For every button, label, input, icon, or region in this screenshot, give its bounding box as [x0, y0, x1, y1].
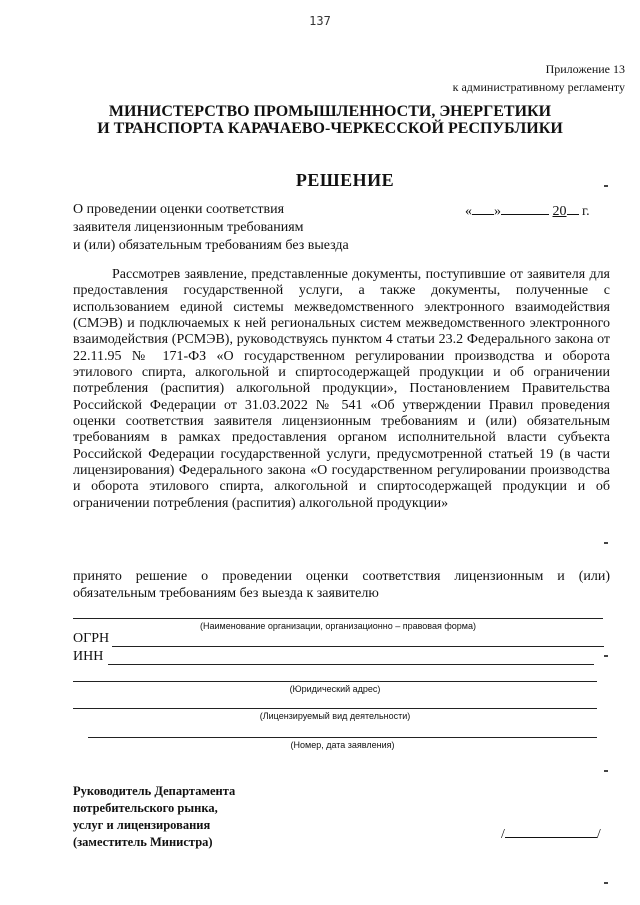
scan-mark	[604, 882, 608, 884]
org-name-line	[73, 618, 603, 619]
signatory-block	[73, 783, 235, 851]
scan-mark	[604, 770, 608, 772]
year-prefix: 20	[552, 204, 567, 219]
ministry-line-1: МИНИСТЕРСТВО ПРОМЫШЛЕННОСТИ, ЭНЕРГЕТИКИ	[108, 103, 552, 120]
month-blank	[501, 201, 549, 215]
application-line	[88, 737, 597, 738]
signatory-line-3: услуг и лицензирования	[73, 818, 211, 832]
ministry-line-2: И ТРАНСПОРТА КАРАЧАЕВО-ЧЕРКЕССКОЙ РЕСПУБЛИКИ	[97, 120, 563, 137]
inn-line	[108, 664, 594, 665]
annex-reference	[453, 60, 625, 96]
inn-label: ИНН	[73, 649, 104, 664]
signatory-line-2: потребительского рынка,	[73, 801, 218, 815]
signature-field	[501, 824, 601, 843]
document-title: РЕШЕНИЕ	[295, 170, 395, 190]
main-paragraph: Рассмотрев заявление, представленные документы, поступившие от заявителя для предоставления государственной услуги, а также документы, полученные с использованием единой системы межведомственного электронного взаимодействия (СМЭВ) и подключаемых к ней региональных систем межведомственного электронного взаимодействия (РСМЭВ), руководствуясь пунктом 4 статьи 23.2 Федерального закона от 22.11.95 № 171-ФЗ «О государственном регулировании производства и оборота этилового спирта, алкогольной и спиртосодержащей продукции и об ограничении потребления (распития) алкогольной продукции», Постановлением Правительства Российской Федерации от 31.03.2022 № 541 «Об утверждении Правил проведения оценки соответствия заявителя лицензионным требованиям и (или) обязательным требованиям в рамках предоставления органом исполнительной власти субъекта Российской Федерации государственной услуги, предусмотренной статьей 19 (в части лицензирования) Федерального закона «О государственном регулировании производства и оборота этилового спирта, алкогольной и спиртосодержащей продукции и об ограничении потребления (распития) алкогольной продукции»	[73, 267, 610, 511]
date-close-quote: »	[494, 204, 501, 219]
subject-line-2: заявителя лицензионным требованиям	[73, 220, 304, 235]
year-blank	[567, 201, 579, 215]
ministry-name	[0, 103, 640, 137]
page-number: 137	[309, 14, 331, 28]
signatory-line-1: Руководитель Департамента	[73, 784, 236, 798]
signature-slash-left: /	[501, 827, 505, 842]
signatory-line-4: (заместитель Министра)	[73, 835, 213, 849]
subject-line-3: и (или) обязательным требованиям без выезда	[73, 238, 349, 253]
annex-number: Приложение 13	[545, 62, 625, 76]
scan-mark	[604, 185, 608, 187]
address-caption: (Юридический адрес)	[289, 684, 381, 694]
activity-line	[73, 708, 597, 709]
decision-paragraph: принято решение о проведении оценки соответствия лицензионным и (или) обязательным требованиям без выезда к заявителю	[73, 569, 610, 601]
ogrn-label: ОГРН	[73, 631, 110, 646]
ogrn-line	[112, 646, 604, 647]
year-suffix: г.	[582, 204, 590, 219]
annex-regulation: к административному регламенту	[452, 80, 625, 94]
signature-blank	[505, 824, 597, 838]
document-subject	[73, 201, 349, 255]
address-line	[73, 681, 597, 682]
activity-caption: (Лицензируемый вид деятельности)	[259, 711, 411, 721]
org-name-caption: (Наименование организации, организационно – правовая форма)	[200, 621, 476, 631]
date-open-quote: «	[465, 204, 472, 219]
scan-mark	[604, 542, 608, 544]
signature-slash-right: /	[596, 827, 601, 842]
application-caption: (Номер, дата заявления)	[290, 740, 395, 750]
scan-mark	[604, 655, 608, 657]
day-blank	[472, 201, 494, 215]
subject-line-1: О проведении оценки соответствия	[73, 202, 285, 217]
date-field	[465, 201, 590, 220]
